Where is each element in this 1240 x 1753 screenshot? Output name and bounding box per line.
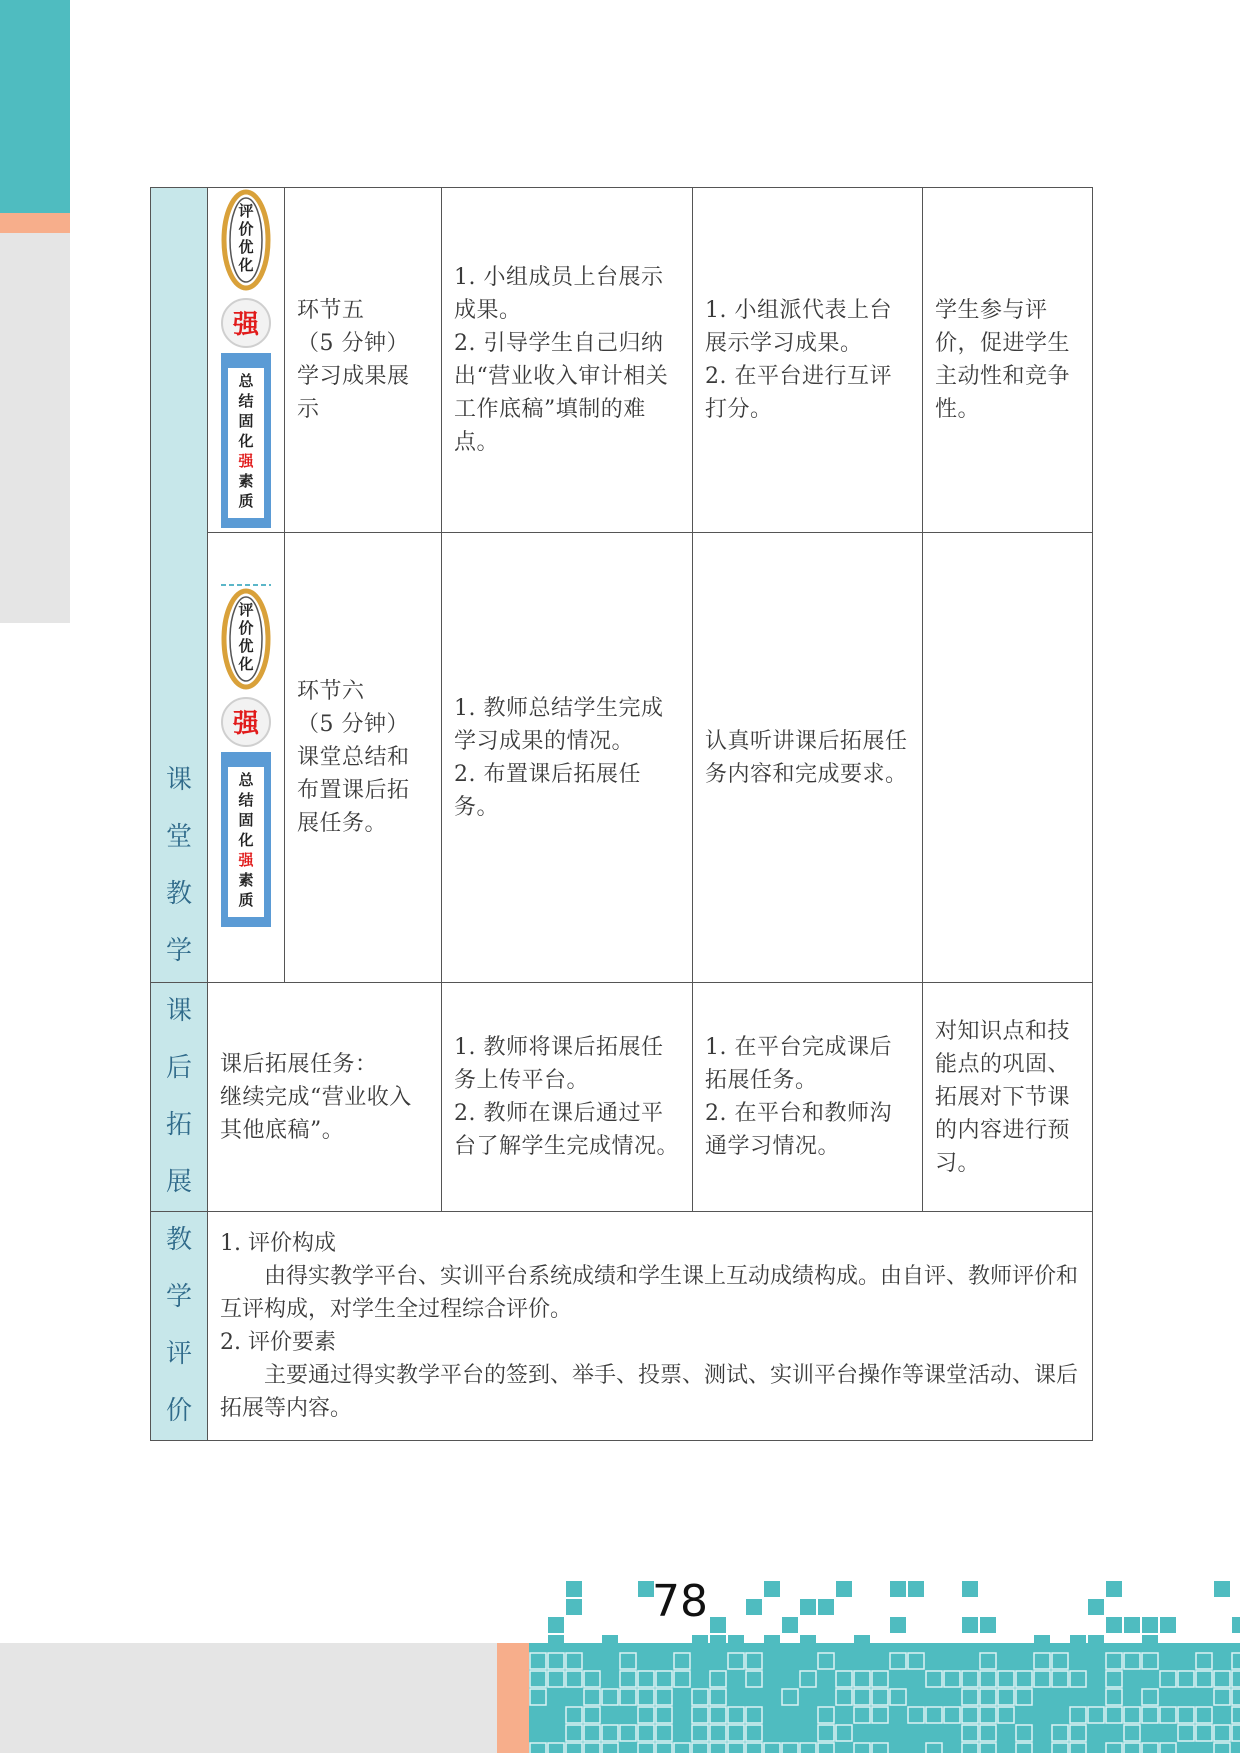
- phase-label-extension: 课 后 拓 展: [151, 983, 208, 1212]
- svg-text:价: 价: [238, 618, 254, 637]
- svg-text:优: 优: [238, 636, 254, 655]
- bottom-grey-band: [0, 1643, 500, 1753]
- svg-text:固: 固: [238, 810, 254, 829]
- svg-text:结: 结: [238, 790, 254, 809]
- svg-text:评: 评: [238, 202, 254, 220]
- segment-cell: 环节五 （5 分钟） 学习成果展示: [285, 188, 442, 533]
- student-activity-cell: 认真听讲课后拓展任务内容和完成要求。: [693, 533, 923, 983]
- badge-cell: [208, 188, 285, 533]
- svg-text:化: 化: [238, 830, 254, 849]
- svg-text:优: 优: [238, 238, 254, 256]
- svg-text:强: 强: [232, 708, 260, 739]
- svg-text:化: 化: [238, 256, 254, 274]
- evaluation-paragraph: 由得实教学平台、实训平台系统成绩和学生课上互动成绩构成。由自评、教师评价和互评构成，对学生全过程综合评价。: [220, 1264, 1079, 1322]
- evaluation-cell: [208, 1212, 1093, 1441]
- svg-text:总: 总: [238, 770, 254, 789]
- evaluation-paragraph: 主要通过得实教学平台的签到、举手、投票、测试、实训平台操作等课堂活动、课后拓展等内容。: [220, 1363, 1079, 1421]
- svg-text:强: 强: [238, 452, 254, 470]
- svg-text:素: 素: [238, 870, 254, 889]
- segment-cell: 环节六 （5 分钟） 课堂总结和布置课后拓展任务。: [285, 533, 442, 983]
- evaluation-badge-icon: [219, 188, 273, 528]
- evaluation-heading: 2. 评价要素: [220, 1330, 336, 1355]
- student-activity-cell: 1. 小组派代表上台展示学习成果。 2. 在平台进行互评打分。: [693, 188, 923, 533]
- design-intent-cell: 对知识点和技能点的巩固、拓展对下节课的内容进行预习。: [923, 983, 1093, 1212]
- table-row: [151, 188, 1093, 533]
- lesson-table: [150, 187, 1093, 1441]
- svg-text:结: 结: [238, 392, 254, 410]
- phase-label-evaluation: 教 学 评 价: [151, 1212, 208, 1441]
- phase-label-classroom: 课 堂 教 学: [151, 188, 208, 983]
- bottom-orange-band: [497, 1643, 529, 1753]
- evaluation-heading: 1. 评价构成: [220, 1231, 336, 1256]
- table-row: [151, 983, 1093, 1212]
- svg-text:素: 素: [238, 472, 254, 490]
- pixel-grid-pattern: [529, 1580, 1240, 1753]
- svg-text:质: 质: [238, 890, 254, 909]
- svg-text:化: 化: [238, 654, 254, 673]
- badge-cell: [208, 533, 285, 983]
- left-teal-bar: [0, 0, 70, 213]
- design-intent-cell: 学生参与评价，促进学生主动性和竞争性。: [923, 188, 1093, 533]
- extension-task-cell: 课后拓展任务： 继续完成“营业收入其他底稿”。: [208, 983, 442, 1212]
- svg-text:化: 化: [238, 432, 254, 450]
- svg-text:质: 质: [238, 492, 254, 510]
- teacher-activity-cell: 1. 教师将课后拓展任务上传平台。 2. 教师在课后通过平台了解学生完成情况。: [442, 983, 693, 1212]
- teacher-activity-cell: 1. 教师总结学生完成学习成果的情况。 2. 布置课后拓展任务。: [442, 533, 693, 983]
- student-activity-cell: 1. 在平台完成课后拓展任务。 2. 在平台和教师沟通学习情况。: [693, 983, 923, 1212]
- table-row: [151, 533, 1093, 983]
- left-grey-bar: [0, 233, 70, 623]
- svg-text:固: 固: [238, 412, 254, 430]
- table-row: [151, 1212, 1093, 1441]
- teacher-activity-cell: 1. 小组成员上台展示成果。 2. 引导学生自己归纳出“营业收入审计相关工作底稿”填制的难点。: [442, 188, 693, 533]
- svg-text:评: 评: [238, 600, 254, 619]
- svg-text:价: 价: [238, 220, 254, 238]
- svg-text:强: 强: [238, 850, 254, 869]
- left-orange-bar: [0, 213, 70, 233]
- page-number: 78: [652, 1576, 708, 1627]
- evaluation-badge-icon: [219, 581, 273, 931]
- design-intent-cell: [923, 533, 1093, 983]
- svg-text:强: 强: [232, 310, 260, 340]
- svg-text:总: 总: [238, 372, 254, 390]
